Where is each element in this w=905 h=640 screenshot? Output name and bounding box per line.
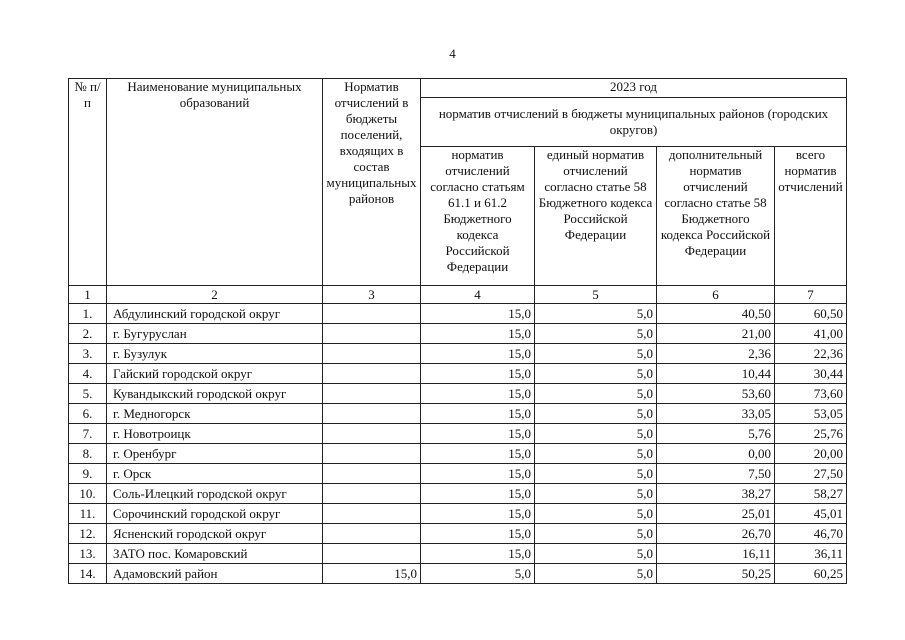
total-norm: 25,76 bbox=[775, 424, 847, 444]
header-settlements-norm: Норматив отчислений в бюджеты поселений, входящих в состав муниципальных районов bbox=[323, 79, 421, 286]
municipality-name: г. Бузулук bbox=[107, 344, 323, 364]
municipality-name: г. Новотроицк bbox=[107, 424, 323, 444]
total-norm: 46,70 bbox=[775, 524, 847, 544]
total-norm: 36,11 bbox=[775, 544, 847, 564]
row-index: 12. bbox=[69, 524, 107, 544]
table-row bbox=[69, 464, 847, 484]
unified-norm: 5,0 bbox=[535, 504, 657, 524]
table-row bbox=[69, 324, 847, 344]
row-index: 6. bbox=[69, 404, 107, 424]
norm-61: 15,0 bbox=[421, 424, 535, 444]
additional-norm: 10,44 bbox=[657, 364, 775, 384]
total-norm: 73,60 bbox=[775, 384, 847, 404]
row-index: 1. bbox=[69, 304, 107, 324]
additional-norm: 2,36 bbox=[657, 344, 775, 364]
norm-61: 15,0 bbox=[421, 344, 535, 364]
allocation-table bbox=[68, 78, 847, 584]
row-index: 11. bbox=[69, 504, 107, 524]
row-index: 2. bbox=[69, 324, 107, 344]
table-row bbox=[69, 504, 847, 524]
municipality-name: г. Орск bbox=[107, 464, 323, 484]
additional-norm: 26,70 bbox=[657, 524, 775, 544]
column-number: 3 bbox=[323, 286, 421, 304]
settlements-norm bbox=[323, 344, 421, 364]
column-number: 2 bbox=[107, 286, 323, 304]
settlements-norm bbox=[323, 464, 421, 484]
total-norm: 22,36 bbox=[775, 344, 847, 364]
table-row bbox=[69, 304, 847, 324]
additional-norm: 40,50 bbox=[657, 304, 775, 324]
settlements-norm bbox=[323, 544, 421, 564]
table-row bbox=[69, 524, 847, 544]
municipality-name: г. Медногорск bbox=[107, 404, 323, 424]
norm-61: 15,0 bbox=[421, 304, 535, 324]
unified-norm: 5,0 bbox=[535, 444, 657, 464]
norm-61: 15,0 bbox=[421, 504, 535, 524]
header-norm-61: норматив отчислений согласно статьям 61.1 и 61.2 Бюджетного кодекса Российской Федерации bbox=[421, 147, 535, 286]
total-norm: 53,05 bbox=[775, 404, 847, 424]
municipality-name: Сорочинский городской округ bbox=[107, 504, 323, 524]
table-row bbox=[69, 424, 847, 444]
additional-norm: 50,25 bbox=[657, 564, 775, 584]
total-norm: 30,44 bbox=[775, 364, 847, 384]
column-number: 1 bbox=[69, 286, 107, 304]
norm-61: 5,0 bbox=[421, 564, 535, 584]
header-municipality-name: Наименование муниципальных образований bbox=[107, 79, 323, 286]
total-norm: 20,00 bbox=[775, 444, 847, 464]
total-norm: 58,27 bbox=[775, 484, 847, 504]
additional-norm: 25,01 bbox=[657, 504, 775, 524]
table-row bbox=[69, 344, 847, 364]
settlements-norm bbox=[323, 404, 421, 424]
column-number: 7 bbox=[775, 286, 847, 304]
unified-norm: 5,0 bbox=[535, 324, 657, 344]
unified-norm: 5,0 bbox=[535, 404, 657, 424]
norm-61: 15,0 bbox=[421, 524, 535, 544]
settlements-norm bbox=[323, 364, 421, 384]
unified-norm: 5,0 bbox=[535, 564, 657, 584]
total-norm: 41,00 bbox=[775, 324, 847, 344]
table-row bbox=[69, 544, 847, 564]
settlements-norm bbox=[323, 504, 421, 524]
settlements-norm bbox=[323, 524, 421, 544]
municipality-name: Кувандыкский городской округ bbox=[107, 384, 323, 404]
header-district-group: норматив отчислений в бюджеты муниципальных районов (городских округов) bbox=[421, 98, 847, 147]
unified-norm: 5,0 bbox=[535, 364, 657, 384]
municipality-name: г. Оренбург bbox=[107, 444, 323, 464]
norm-61: 15,0 bbox=[421, 444, 535, 464]
table-row bbox=[69, 564, 847, 584]
municipality-name: г. Бугуруслан bbox=[107, 324, 323, 344]
unified-norm: 5,0 bbox=[535, 544, 657, 564]
total-norm: 60,25 bbox=[775, 564, 847, 584]
additional-norm: 38,27 bbox=[657, 484, 775, 504]
norm-61: 15,0 bbox=[421, 384, 535, 404]
additional-norm: 21,00 bbox=[657, 324, 775, 344]
unified-norm: 5,0 bbox=[535, 424, 657, 444]
settlements-norm bbox=[323, 484, 421, 504]
municipality-name: Адамовский район bbox=[107, 564, 323, 584]
row-index: 8. bbox=[69, 444, 107, 464]
row-index: 13. bbox=[69, 544, 107, 564]
norm-61: 15,0 bbox=[421, 324, 535, 344]
row-index: 3. bbox=[69, 344, 107, 364]
header-unified-norm: единый норматив отчислений согласно статье 58 Бюджетного кодекса Российской Федерации bbox=[535, 147, 657, 286]
settlements-norm: 15,0 bbox=[323, 564, 421, 584]
norm-61: 15,0 bbox=[421, 464, 535, 484]
norm-61: 15,0 bbox=[421, 404, 535, 424]
additional-norm: 53,60 bbox=[657, 384, 775, 404]
settlements-norm bbox=[323, 424, 421, 444]
table-row bbox=[69, 364, 847, 384]
column-number: 4 bbox=[421, 286, 535, 304]
norm-61: 15,0 bbox=[421, 544, 535, 564]
settlements-norm bbox=[323, 384, 421, 404]
municipality-name: Гайский городской округ bbox=[107, 364, 323, 384]
column-number-row bbox=[69, 286, 847, 304]
unified-norm: 5,0 bbox=[535, 464, 657, 484]
additional-norm: 33,05 bbox=[657, 404, 775, 424]
unified-norm: 5,0 bbox=[535, 344, 657, 364]
municipality-name: Соль-Илецкий городской округ bbox=[107, 484, 323, 504]
total-norm: 45,01 bbox=[775, 504, 847, 524]
table-row bbox=[69, 444, 847, 464]
row-index: 10. bbox=[69, 484, 107, 504]
row-index: 4. bbox=[69, 364, 107, 384]
unified-norm: 5,0 bbox=[535, 524, 657, 544]
row-index: 9. bbox=[69, 464, 107, 484]
municipality-name: ЗАТО пос. Комаровский bbox=[107, 544, 323, 564]
total-norm: 60,50 bbox=[775, 304, 847, 324]
total-norm: 27,50 bbox=[775, 464, 847, 484]
settlements-norm bbox=[323, 304, 421, 324]
municipality-name: Ясненский городской округ bbox=[107, 524, 323, 544]
unified-norm: 5,0 bbox=[535, 384, 657, 404]
settlements-norm bbox=[323, 324, 421, 344]
additional-norm: 7,50 bbox=[657, 464, 775, 484]
header-row-number: № п/п bbox=[69, 79, 107, 286]
header-total-norm: всего норматив отчислений bbox=[775, 147, 847, 286]
norm-61: 15,0 bbox=[421, 364, 535, 384]
municipality-name: Абдулинский городской округ bbox=[107, 304, 323, 324]
additional-norm: 5,76 bbox=[657, 424, 775, 444]
additional-norm: 0,00 bbox=[657, 444, 775, 464]
column-number: 5 bbox=[535, 286, 657, 304]
row-index: 14. bbox=[69, 564, 107, 584]
column-number: 6 bbox=[657, 286, 775, 304]
row-index: 7. bbox=[69, 424, 107, 444]
row-index: 5. bbox=[69, 384, 107, 404]
page-number: 4 bbox=[449, 46, 456, 61]
header-year: 2023 год bbox=[421, 79, 847, 98]
additional-norm: 16,11 bbox=[657, 544, 775, 564]
unified-norm: 5,0 bbox=[535, 484, 657, 504]
unified-norm: 5,0 bbox=[535, 304, 657, 324]
norm-61: 15,0 bbox=[421, 484, 535, 504]
settlements-norm bbox=[323, 444, 421, 464]
table-row bbox=[69, 484, 847, 504]
table-row bbox=[69, 384, 847, 404]
table-row bbox=[69, 404, 847, 424]
header-additional-norm: дополнительный норматив отчислений согласно статье 58 Бюджетного кодекса Российской Федерации bbox=[657, 147, 775, 286]
